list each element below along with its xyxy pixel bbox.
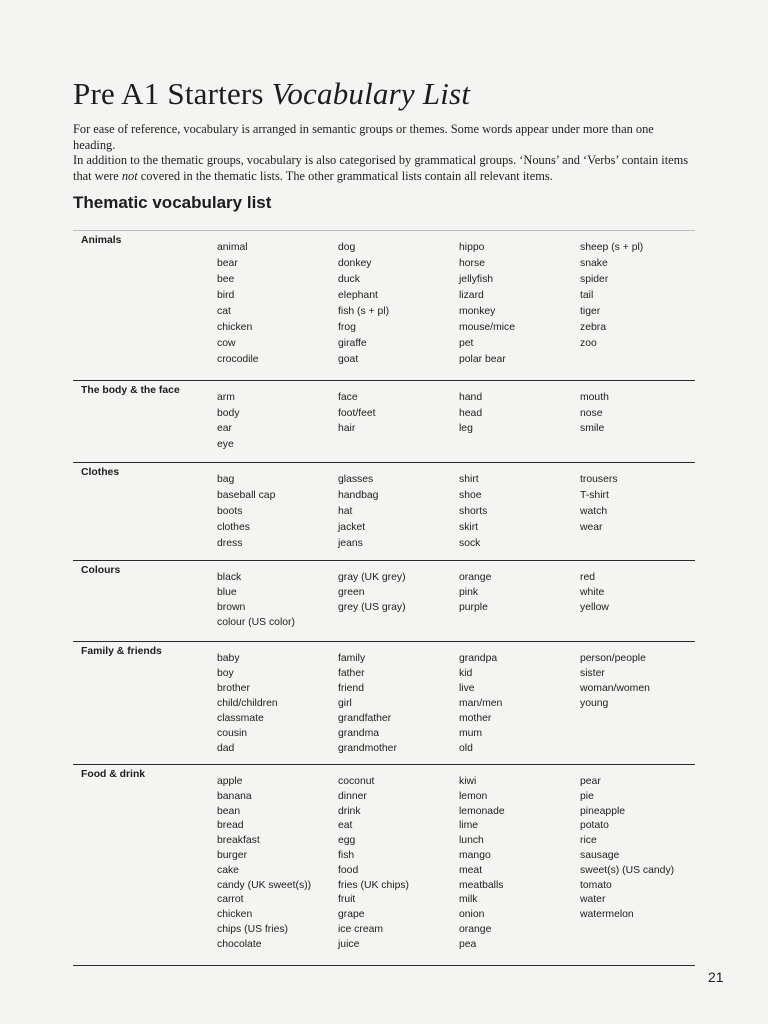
vocab-word: family [338,653,366,664]
vocab-group [73,381,695,463]
vocab-word: lime [459,820,479,832]
vocab-word: giraffe [338,338,367,349]
vocab-word: pie [580,790,594,802]
vocab-word: friend [338,683,364,694]
vocab-word: young [580,698,609,709]
group-label: Family & friends [81,646,162,657]
vocab-word: egg [338,835,356,847]
intro-paragraph-2 [73,153,693,184]
vocab-word: smile [580,423,605,434]
vocab-word: tail [580,290,594,301]
vocab-word: hippo [459,242,485,253]
vocab-word: orange [459,572,492,583]
section-heading: Thematic vocabulary list [73,193,272,212]
vocab-word: leg [459,423,473,434]
vocab-word: lemon [459,790,488,802]
vocab-word: black [217,572,242,583]
vocab-word: live [459,683,475,694]
vocab-word: bear [217,258,238,269]
page-number: 21 [708,969,724,985]
vocab-word: ice cream [338,924,384,935]
vocab-word: mouth [580,392,609,403]
title-italic: Vocabulary List [271,76,471,111]
vocab-word: child/children [217,698,278,709]
vocab-word: eat [338,820,353,832]
vocab-word: milk [459,894,478,906]
vocab-word: coconut [338,776,375,787]
vocab-word: ear [217,423,233,434]
vocab-word: gray (UK grey) [338,572,406,583]
vocab-word: grape [338,909,365,921]
vocab-word: woman/women [580,683,650,694]
vocab-word: cat [217,306,231,317]
vocab-word: T-shirt [580,490,609,501]
vocab-word: monkey [459,306,496,317]
vocab-word: wear [580,522,603,533]
vocab-word: lemonade [459,805,505,817]
vocab-word: duck [338,274,360,285]
vocab-word: animal [217,242,248,253]
vocab-word: shoe [459,490,482,501]
vocab-word: eye [217,438,234,450]
vocab-word: goat [338,354,359,365]
vocab-word: foot/feet [338,407,376,419]
vocab-word: colour (US color) [217,617,295,628]
vocab-word: cake [217,864,239,876]
vocab-word: meat [459,864,483,876]
vocab-word: fish [338,850,355,861]
vocab-word: boy [217,668,234,679]
vocab-word: snake [580,258,608,269]
vocab-group [73,463,695,561]
group-label: The body & the face [81,385,180,396]
vocab-word: grandpa [459,653,498,664]
vocab-word: cow [217,338,236,349]
vocab-word: pea [459,938,477,950]
vocab-word: banana [217,790,252,802]
vocab-word: mum [459,728,483,739]
vocab-word: kiwi [459,776,477,787]
vocab-word: jacket [338,522,366,533]
vocab-word: hat [338,506,353,517]
intro-text [73,122,693,184]
vocab-word: blue [217,587,237,598]
intro-paragraph-1: For ease of reference, vocabulary is arranged in semantic groups or themes. Some words appear under more than one heading. [73,122,654,152]
vocab-word: dad [217,743,235,754]
vocab-word: girl [338,698,352,709]
vocab-word: watch [580,506,608,517]
vocab-word: tomato [580,879,612,891]
vocab-word: chicken [217,322,253,333]
vocab-word: purple [459,602,488,613]
vocab-word: white [580,587,605,598]
vocab-word: frog [338,322,356,333]
vocab-word: sausage [580,850,620,861]
vocab-word: classmate [217,713,264,724]
vocab-word: chips (US fries) [217,924,289,935]
vocab-word: bread [217,820,244,832]
group-label: Food & drink [81,769,146,780]
vocab-word: mango [459,850,491,861]
vocab-word: head [459,407,483,419]
vocab-word: burger [217,850,248,861]
vocab-word: old [459,743,473,754]
vocab-word: crocodile [217,354,259,365]
vocab-word: grandmother [338,743,397,754]
vocab-word: grandfather [338,713,392,724]
group-label: Animals [81,235,122,246]
vocab-word: chicken [217,909,253,921]
vocab-word: person/people [580,653,646,664]
vocab-word: fruit [338,894,356,906]
vocab-word: watermelon [580,909,634,921]
vocab-word: dress [217,538,243,549]
vocab-word: arm [217,392,235,403]
vocab-word: shirt [459,474,479,485]
vocab-word: shorts [459,506,488,517]
intro-p2-before: In addition to the thematic groups, vocabulary is also categorised by grammatical groups. ‘Nouns’ and ‘Verbs’ contain items that were [73,153,689,183]
vocab-word: mother [459,713,492,724]
vocab-word: tiger [580,306,601,317]
vocab-word: dinner [338,790,367,802]
vocab-word: yellow [580,602,609,613]
vocab-word: potato [580,820,609,832]
vocab-word: onion [459,909,485,921]
vocab-word: kid [459,668,473,679]
vocab-word: pet [459,338,474,349]
vocab-word: apple [217,776,243,787]
vocab-word: food [338,864,359,876]
vocab-word: dog [338,242,356,253]
vocab-word: meatballs [459,879,504,891]
vocab-word: orange [459,924,492,935]
vocab-word: horse [459,258,485,269]
vocab-word: baseball cap [217,490,276,501]
vocab-word: zoo [580,338,597,349]
vocab-word: chocolate [217,938,262,950]
vocab-word: body [217,407,240,419]
vocab-word: clothes [217,522,250,533]
vocab-group [73,231,695,381]
vocab-word: man/men [459,698,503,709]
vocab-group [73,561,695,642]
vocab-word: face [338,392,358,403]
vocab-word: pineapple [580,805,626,817]
vocab-word: hair [338,423,356,434]
vocab-word: juice [338,938,360,950]
vocab-word: trousers [580,474,618,485]
vocab-word: red [580,572,596,583]
vocab-word: drink [338,805,361,817]
title-plain: Pre A1 Starters [73,76,272,111]
vocab-word: mouse/mice [459,322,516,333]
vocab-word: boots [217,506,243,517]
vocab-word: glasses [338,474,374,485]
group-label: Clothes [81,467,120,478]
vocab-word: fries (UK chips) [338,879,410,891]
vocab-group [73,642,695,765]
vocab-word: nose [580,407,603,419]
vocab-word: water [580,894,606,906]
vocab-word: bee [217,274,235,285]
vocab-word: cousin [217,728,248,739]
vocab-word: brother [217,683,250,694]
vocab-word: bird [217,290,235,301]
vocab-word: sock [459,538,481,549]
vocab-word: rice [580,835,597,847]
vocab-word: hand [459,392,483,403]
vocab-word: sheep (s + pl) [580,242,644,253]
vocab-word: carrot [217,894,244,906]
intro-p2-after: covered in the thematic lists. The other grammatical lists contain all relevant items. [137,168,553,183]
vocab-word: handbag [338,490,379,501]
vocab-word: grey (US gray) [338,602,406,613]
vocab-word: father [338,668,365,679]
group-label: Colours [81,565,121,576]
vocab-word: jeans [338,538,363,549]
vocab-word: bean [217,805,241,817]
vocab-word: brown [217,602,246,613]
vocab-word: zebra [580,322,606,333]
vocab-word: green [338,587,365,598]
vocab-word: pear [580,776,601,787]
vocab-word: sweet(s) (US candy) [580,864,675,876]
vocab-word: baby [217,653,240,664]
vocab-word: fish (s + pl) [338,306,390,317]
vocab-word: skirt [459,522,479,533]
vocab-word: breakfast [217,835,260,847]
vocab-word: bag [217,474,235,485]
vocab-word: candy (UK sweet(s)) [217,879,312,891]
vocab-word: spider [580,274,609,285]
vocabulary-table [73,230,695,966]
intro-p2-italic: not [121,168,138,183]
vocab-group [73,765,695,966]
vocab-word: donkey [338,258,372,269]
vocab-word: lizard [459,290,484,301]
vocab-word: jellyfish [459,274,494,285]
vocab-word: lunch [459,835,484,847]
vocab-word: pink [459,587,479,598]
page-title [73,76,470,112]
vocab-word: grandma [338,728,380,739]
vocab-word: polar bear [459,354,506,365]
vocab-word: sister [580,668,605,679]
vocab-word: elephant [338,290,378,301]
